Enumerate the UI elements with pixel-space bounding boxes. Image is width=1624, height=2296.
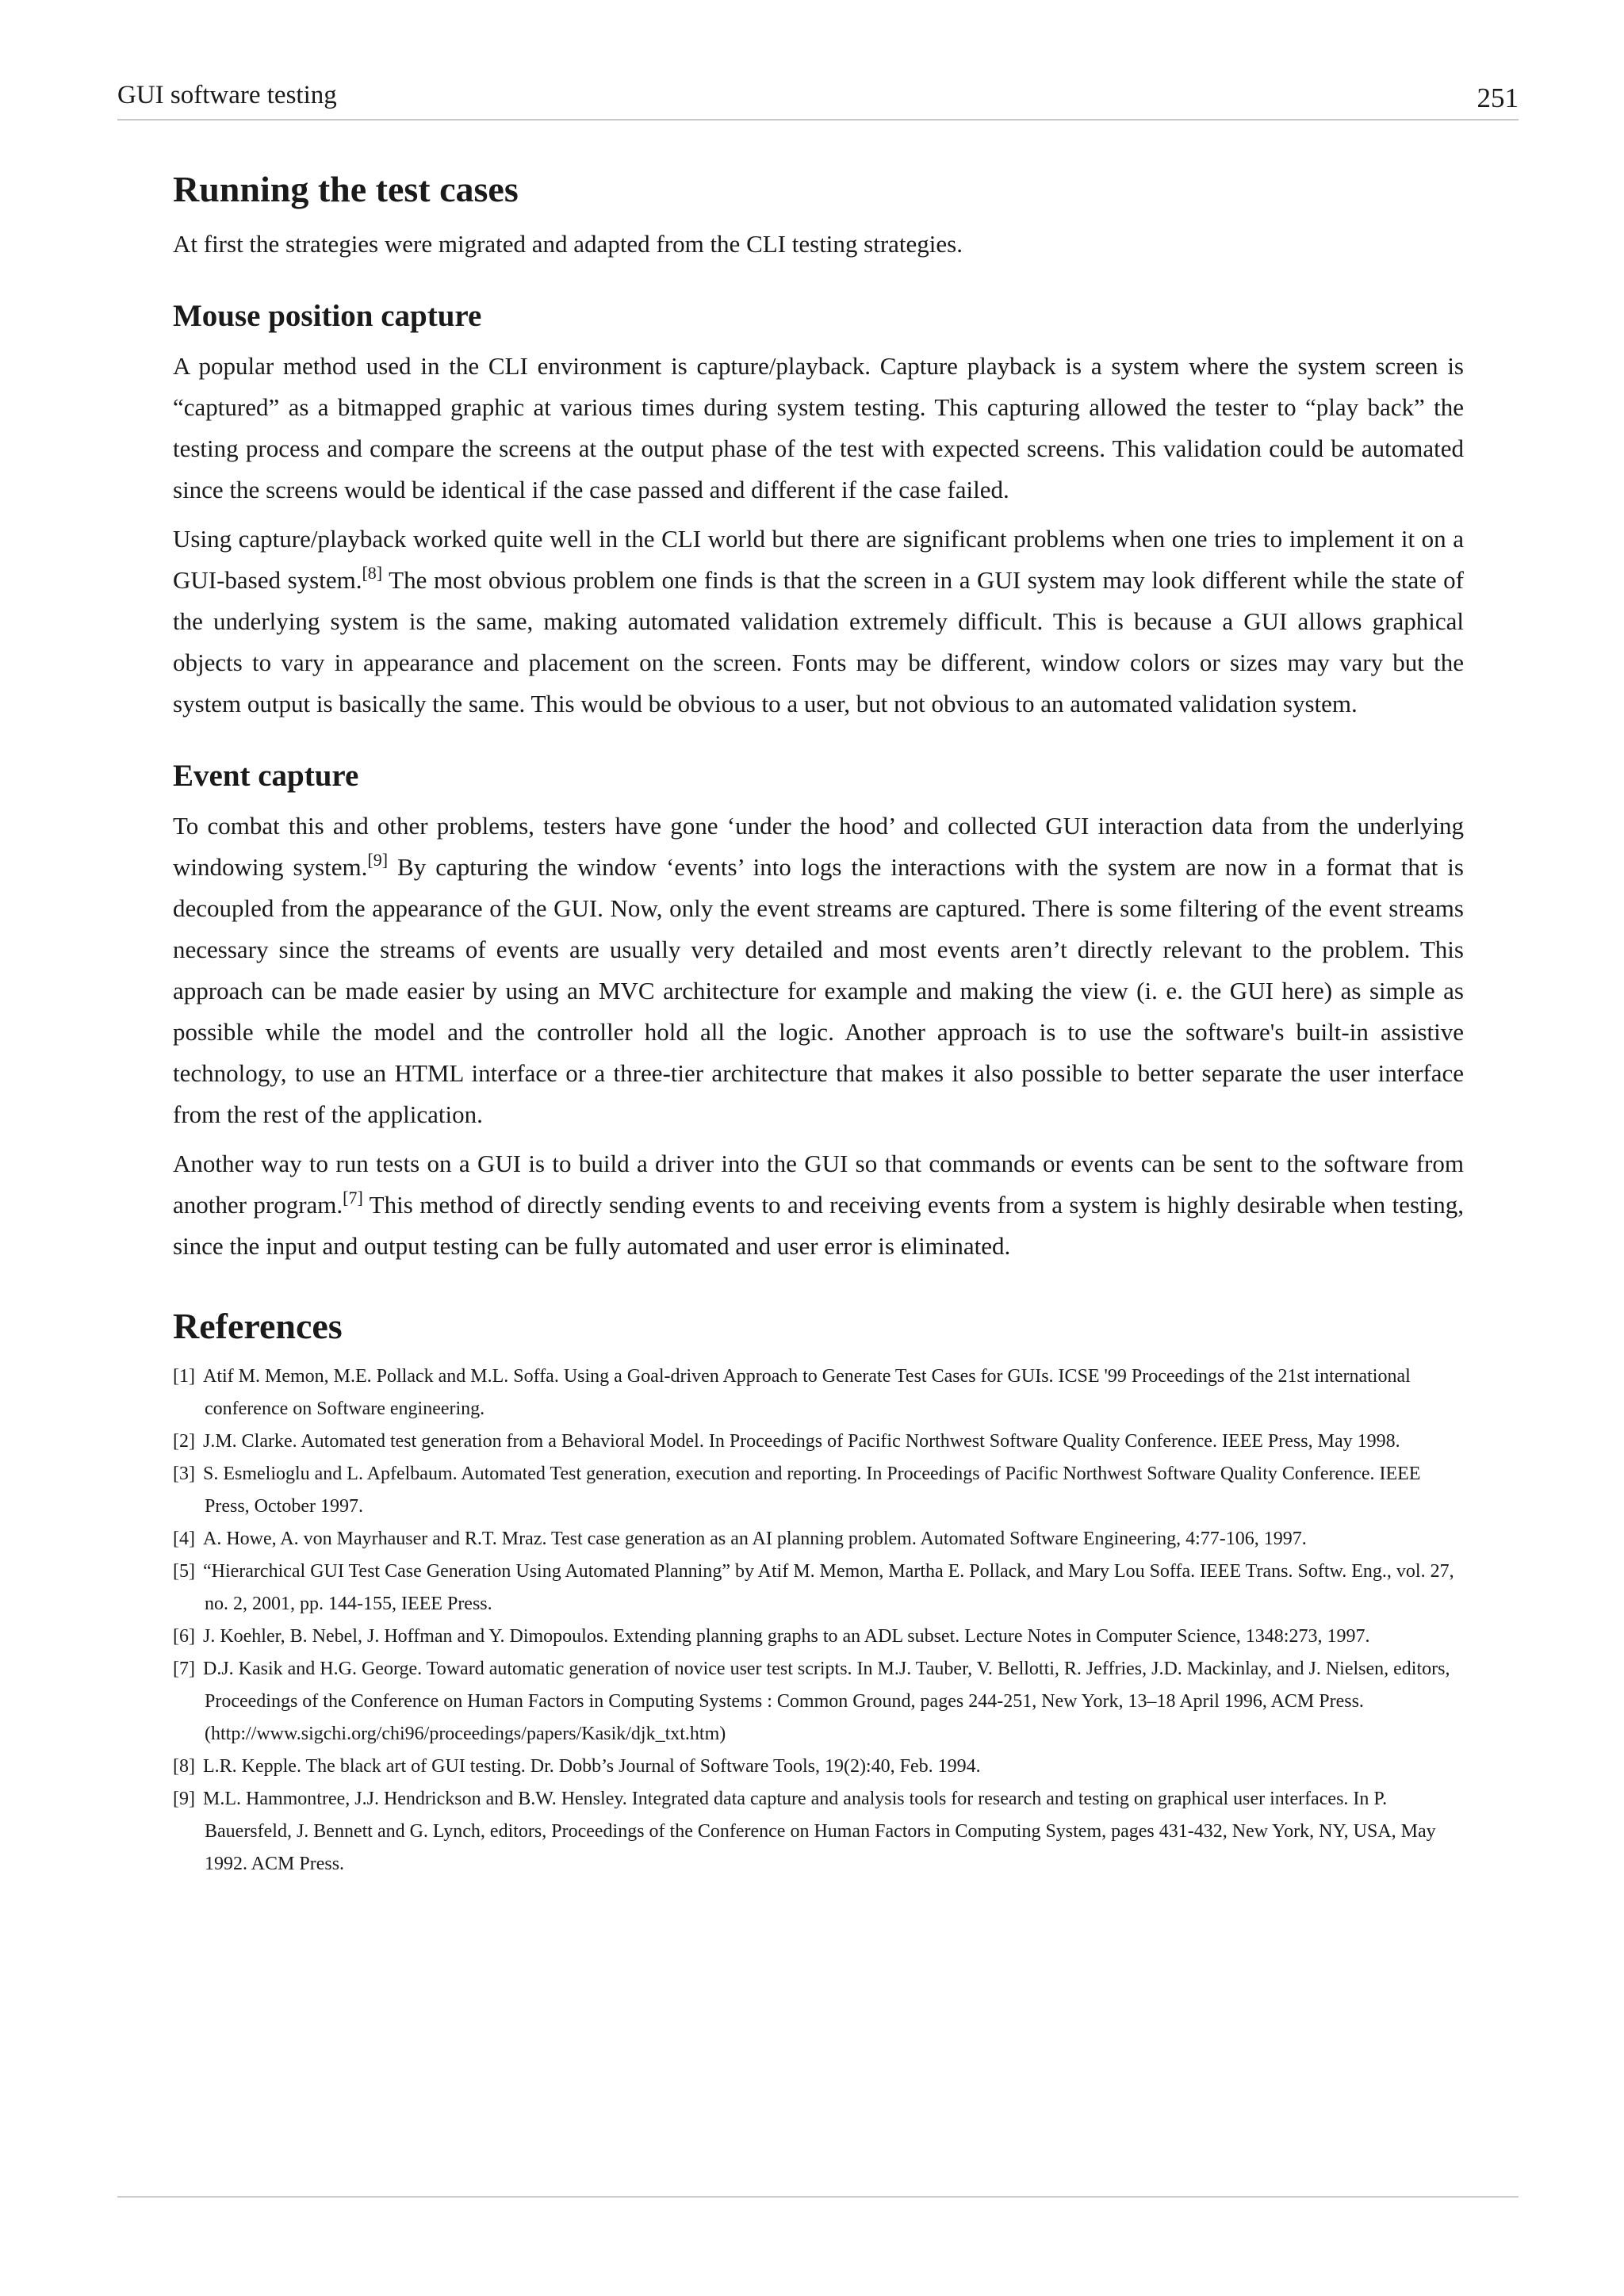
reference-number: [4]	[173, 1529, 195, 1549]
heading-event-capture: Event capture	[173, 759, 359, 793]
reference-number: [3]	[173, 1464, 195, 1484]
heading-running-test-cases: Running the test cases	[173, 169, 519, 209]
reference-item	[173, 1751, 1464, 1783]
heading-references: References	[173, 1306, 343, 1346]
reference-number: [7]	[173, 1659, 195, 1679]
citation-link[interactable]: [8]	[362, 563, 383, 583]
page-content	[173, 166, 1464, 1881]
reference-number: [9]	[173, 1789, 195, 1809]
paragraph-capture-problems	[173, 519, 1464, 725]
paragraph-driver	[173, 1143, 1464, 1267]
citation-link[interactable]: [9]	[367, 850, 389, 870]
paragraph-text: This method of directly sending events to and receiving events from a system is highly desirable when testing, since the input and output testing can be fully automated and user error is eliminated.	[173, 1191, 1464, 1260]
citation-link[interactable]: [7]	[343, 1188, 363, 1207]
reference-number: [2]	[173, 1431, 195, 1452]
reference-item	[173, 1783, 1464, 1881]
footer-divider	[117, 2196, 1519, 2198]
reference-text: “Hierarchical GUI Test Case Generation Using Automated Planning” by Atif M. Memon, Martha E. Pollack, and Mary Lou Soffa. IEEE Trans. Softw. Eng., vol. 27, no. 2, 2001, pp. 144-155, IEEE Press.	[202, 1561, 1454, 1614]
page-number: 251	[1477, 82, 1519, 113]
reference-text: J.M. Clarke. Automated test generation from a Behavioral Model. In Proceedings of Pacific Northwest Software Quality Conference. IEEE Press, May 1998.	[202, 1431, 1400, 1452]
reference-item	[173, 1458, 1464, 1523]
reference-text: D.J. Kasik and H.G. George. Toward automatic generation of novice user test scripts. In M.J. Tauber, V. Bellotti, R. Jeffries, J.D. Mackinlay, and J. Nielsen, editors, Proceedings of the Conference on Human Factors in Computing Systems : Common Ground, pages 244-251, New York, 13–18 April 1996, ACM Press. (http://www.sigchi.org/chi96/proceedings/papers/Kasik/djk_txt.htm)	[202, 1659, 1450, 1744]
reference-text: L.R. Kepple. The black art of GUI testing. Dr. Dobb’s Journal of Software Tools, 19(2):40, Feb. 1994.	[202, 1756, 981, 1777]
running-header-title: GUI software testing	[117, 81, 337, 109]
paragraph-text: By capturing the window ‘events’ into logs the interactions with the system are now in a format that is decoupled from the appearance of the GUI. Now, only the event streams are captured. There is some filtering of the event streams necessary since the streams of events are usually very detailed and most events aren’t directly relevant to the problem. This approach can be made easier by using an MVC architecture for example and making the view (i. e. the GUI here) as simple as possible while the model and the controller hold all the logic. Another approach is to use the software's built-in assistive technology, to use an HTML interface or a three-tier architecture that makes it also possible to better separate the user interface from the rest of the application.	[173, 853, 1464, 1128]
heading-mouse-position-capture: Mouse position capture	[173, 299, 482, 333]
paragraph-text: Using capture/playback worked quite well in the CLI world but there are significant problems when one tries to implement it on a GUI-based system.	[173, 525, 1464, 594]
reference-item	[173, 1360, 1464, 1425]
references-list	[173, 1360, 1464, 1881]
reference-number: [1]	[173, 1366, 195, 1387]
paragraph-event-capture	[173, 806, 1464, 1135]
paragraph-capture-playback: A popular method used in the CLI environment is capture/playback. Capture playback is a system where the system screen is “captured” as a bitmapped graphic at various times during system testing. This capturing allowed the tester to “play back” the testing process and compare the screens at the output phase of the test with expected screens. This validation could be automated since the screens would be identical if the case passed and different if the case failed.	[173, 352, 1464, 503]
reference-item	[173, 1621, 1464, 1653]
paragraph-text: The most obvious problem one finds is that the screen in a GUI system may look different while the state of the underlying system is the same, making automated validation extremely difficult. This is because a GUI allows graphical objects to vary in appearance and placement on the screen. Fonts may be different, window colors or sizes may vary but the system output is basically the same. This would be obvious to a user, but not obvious to an automated validation system.	[173, 566, 1464, 718]
reference-item	[173, 1653, 1464, 1751]
reference-item	[173, 1425, 1464, 1458]
reference-item	[173, 1523, 1464, 1556]
paragraph-text: To combat this and other problems, testers have gone ‘under the hood’ and collected GUI interaction data from the underlying windowing system.	[173, 812, 1464, 881]
reference-item	[173, 1556, 1464, 1621]
reference-text: J. Koehler, B. Nebel, J. Hoffman and Y. Dimopoulos. Extending planning graphs to an ADL subset. Lecture Notes in Computer Science, 1348:273, 1997.	[202, 1626, 1370, 1647]
reference-text: M.L. Hammontree, J.J. Hendrickson and B.W. Hensley. Integrated data capture and analysis tools for research and testing on graphical user interfaces. In P. Bauersfeld, J. Bennett and G. Lynch, editors, Proceedings of the Conference on Human Factors in Computing System, pages 431-432, New York, NY, USA, May 1992. ACM Press.	[202, 1789, 1436, 1874]
reference-number: [6]	[173, 1626, 195, 1647]
reference-text: Atif M. Memon, M.E. Pollack and M.L. Soffa. Using a Goal-driven Approach to Generate Test Cases for GUIs. ICSE '99 Proceedings of the 21st international conference on Software engineering.	[202, 1366, 1411, 1419]
reference-text: S. Esmelioglu and L. Apfelbaum. Automated Test generation, execution and reporting. In Proceedings of Pacific Northwest Software Quality Conference. IEEE Press, October 1997.	[202, 1464, 1421, 1517]
reference-number: [5]	[173, 1561, 195, 1582]
paragraph-intro: At first the strategies were migrated and adapted from the CLI testing strategies.	[173, 230, 963, 258]
paragraph-text: Another way to run tests on a GUI is to build a driver into the GUI so that commands or events can be sent to the software from another program.	[173, 1150, 1464, 1219]
page-header	[117, 79, 1519, 121]
reference-number: [8]	[173, 1756, 195, 1777]
reference-text: A. Howe, A. von Mayrhauser and R.T. Mraz. Test case generation as an AI planning problem. Automated Software Engineering, 4:77-106, 1997.	[202, 1529, 1307, 1549]
